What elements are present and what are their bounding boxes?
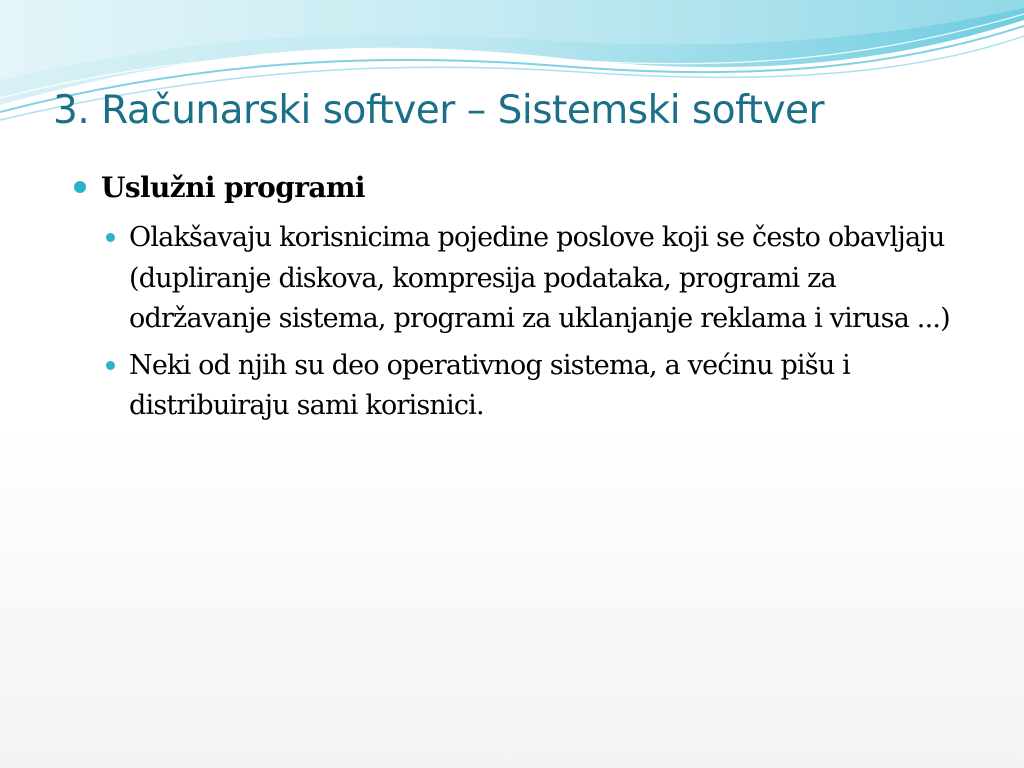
slide-title: 3. Računarski softver – Sistemski softver xyxy=(53,88,825,133)
list-item xyxy=(106,346,974,427)
bullet-icon xyxy=(106,361,115,370)
list-item-text: Neki od njih su deo operativnog sistema, a većinu pišu i distribuiraju sami korisnici. xyxy=(129,349,851,421)
bullet-icon xyxy=(106,233,115,242)
sub-bullet-list xyxy=(106,218,974,427)
list-item xyxy=(106,218,974,340)
list-item-text: Olakšavaju korisnicima pojedine poslove koji se često obavljaju (dupliranje diskova, kompresija podataka, programi za održavanje sistema, programi za uklanjanje reklama i virusa ...) xyxy=(129,222,950,334)
slide-content xyxy=(74,166,974,433)
bullet-heading xyxy=(74,166,974,210)
section-heading: Uslužni programi xyxy=(101,171,365,204)
bullet-icon xyxy=(74,181,86,193)
